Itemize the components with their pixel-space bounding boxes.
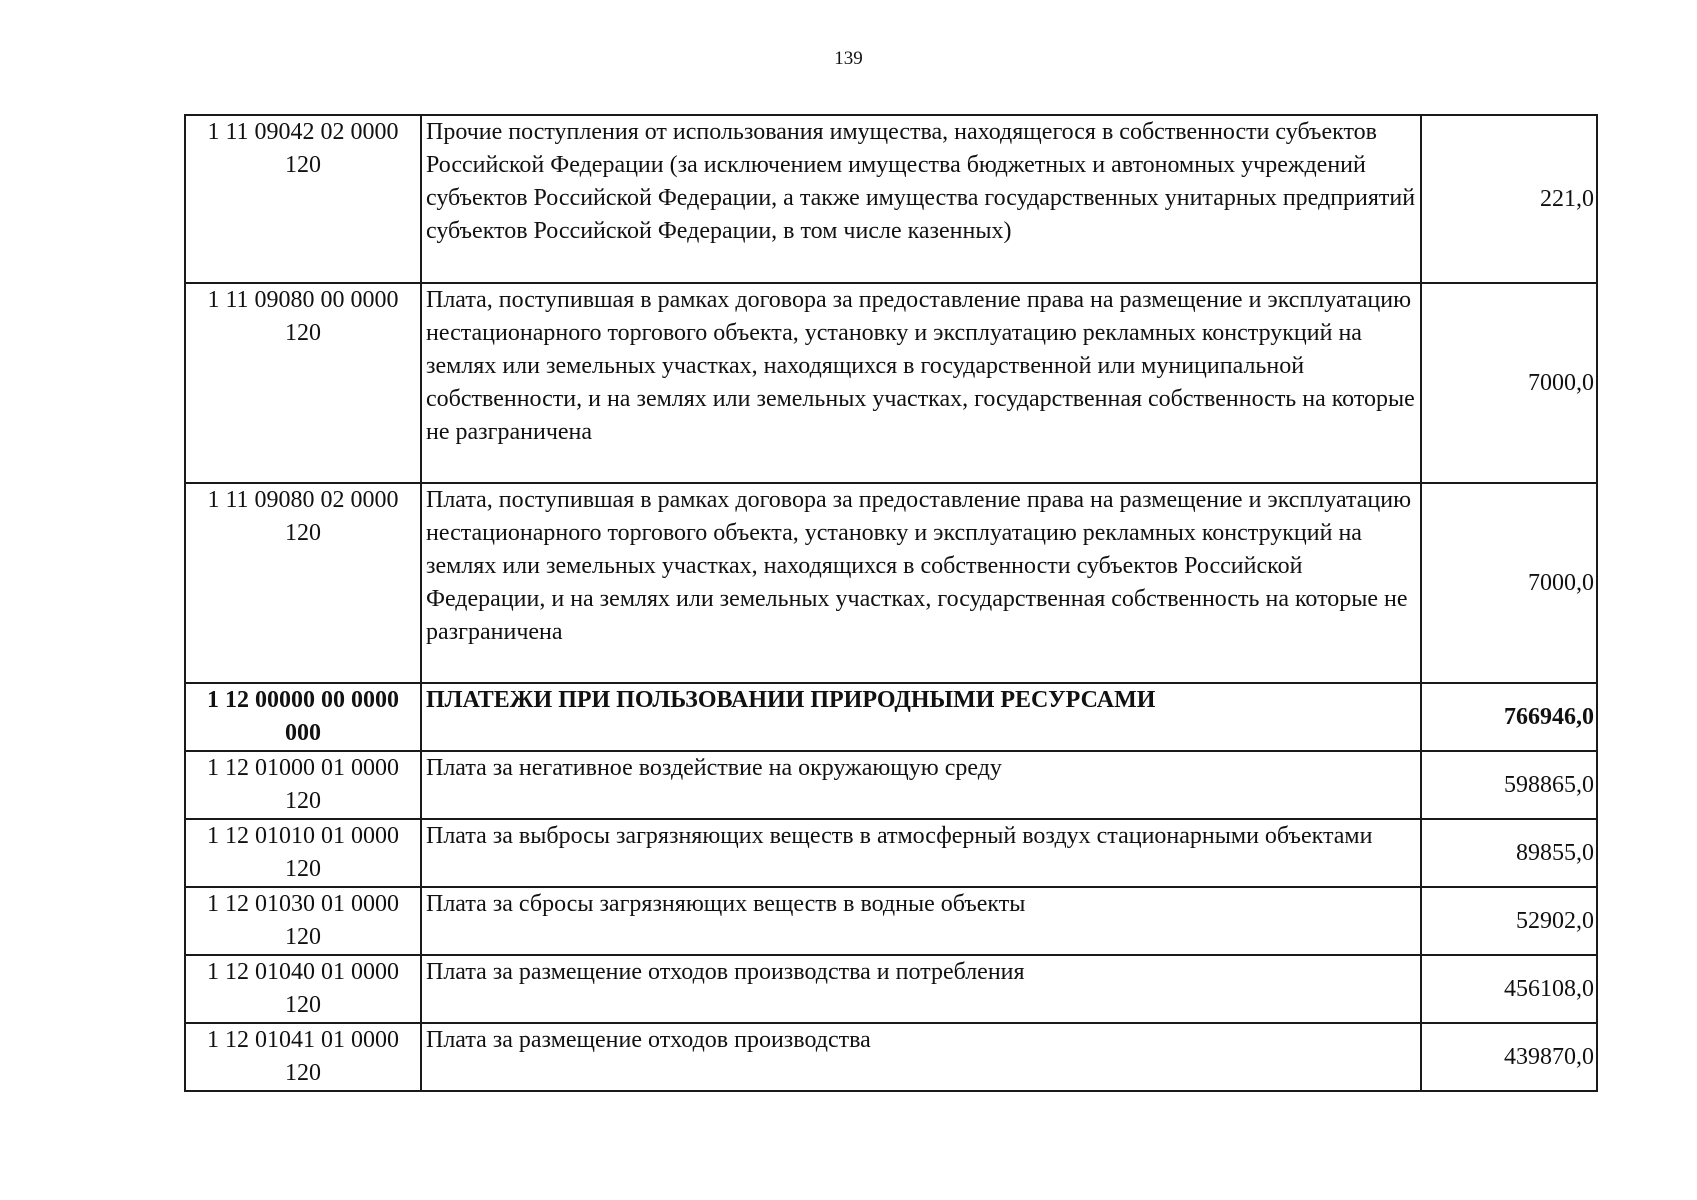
revenue-name-cell: Плата, поступившая в рамках договора за предоставление права на размещение и эксплуатацию нестационарного торгового объекта, установку и эксплуатацию рекламных конструкций на землях или земельных участках, находящихся в государственной или муниципальной собственности, и на землях или земельных участках, государственная собственность на которые не разграничена bbox=[421, 283, 1421, 483]
budget-code-cell: 1 12 01040 01 0000 120 bbox=[185, 955, 421, 1023]
budget-code-cell: 1 12 01000 01 0000 120 bbox=[185, 751, 421, 819]
table-row bbox=[185, 115, 1597, 283]
budget-code-cell: 1 11 09042 02 0000 120 bbox=[185, 115, 421, 283]
budget-code-cell: 1 12 01010 01 0000 120 bbox=[185, 819, 421, 887]
budget-code-cell: 1 12 01041 01 0000 120 bbox=[185, 1023, 421, 1091]
table-row-section bbox=[185, 683, 1597, 751]
amount-cell: 7000,0 bbox=[1421, 283, 1597, 483]
table-row bbox=[185, 887, 1597, 955]
amount-cell: 221,0 bbox=[1421, 115, 1597, 283]
table-row bbox=[185, 955, 1597, 1023]
revenue-name-cell: Прочие поступления от использования имущества, находящегося в собственности субъектов Российской Федерации (за исключением имущества бюджетных и автономных учреждений субъектов Российской Федерации, а также имущества государственных унитарных предприятий субъектов Российской Федерации, в том числе казенных) bbox=[421, 115, 1421, 283]
table-row bbox=[185, 483, 1597, 683]
table-row bbox=[185, 1023, 1597, 1091]
amount-cell: 598865,0 bbox=[1421, 751, 1597, 819]
revenue-name-cell: Плата, поступившая в рамках договора за предоставление права на размещение и эксплуатацию нестационарного торгового объекта, установку и эксплуатацию рекламных конструкций на землях или земельных участках, находящихся в собственности субъектов Российской Федерации, и на землях или земельных участках, государственная собственность на которые не разграничена bbox=[421, 483, 1421, 683]
revenue-name-cell: ПЛАТЕЖИ ПРИ ПОЛЬЗОВАНИИ ПРИРОДНЫМИ РЕСУРСАМИ bbox=[421, 683, 1421, 751]
revenue-name-cell: Плата за сбросы загрязняющих веществ в водные объекты bbox=[421, 887, 1421, 955]
budget-table bbox=[184, 114, 1598, 1092]
amount-cell: 7000,0 bbox=[1421, 483, 1597, 683]
budget-code-cell: 1 11 09080 02 0000 120 bbox=[185, 483, 421, 683]
amount-cell: 439870,0 bbox=[1421, 1023, 1597, 1091]
table-row bbox=[185, 819, 1597, 887]
amount-cell: 456108,0 bbox=[1421, 955, 1597, 1023]
table-row bbox=[185, 751, 1597, 819]
revenue-name-cell: Плата за негативное воздействие на окружающую среду bbox=[421, 751, 1421, 819]
amount-cell: 52902,0 bbox=[1421, 887, 1597, 955]
table-row bbox=[185, 283, 1597, 483]
amount-cell: 89855,0 bbox=[1421, 819, 1597, 887]
revenue-name-cell: Плата за выбросы загрязняющих веществ в атмосферный воздух стационарными объектами bbox=[421, 819, 1421, 887]
budget-code-cell: 1 12 00000 00 0000 000 bbox=[185, 683, 421, 751]
budget-code-cell: 1 11 09080 00 0000 120 bbox=[185, 283, 421, 483]
budget-code-cell: 1 12 01030 01 0000 120 bbox=[185, 887, 421, 955]
page-number: 139 bbox=[834, 48, 863, 69]
revenue-name-cell: Плата за размещение отходов производства и потребления bbox=[421, 955, 1421, 1023]
revenue-name-cell: Плата за размещение отходов производства bbox=[421, 1023, 1421, 1091]
amount-cell: 766946,0 bbox=[1421, 683, 1597, 751]
